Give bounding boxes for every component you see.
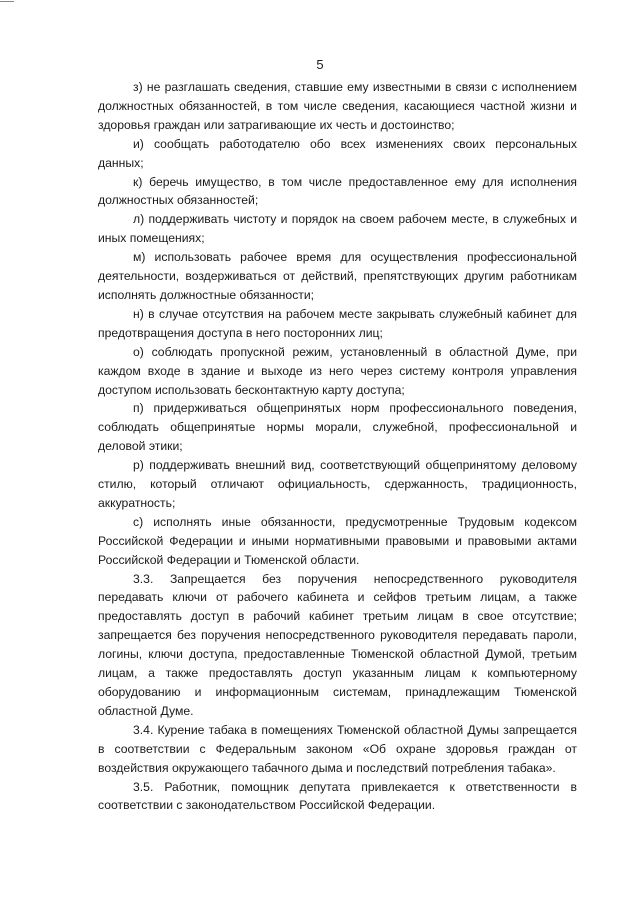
paragraph-m: м) использовать рабочее время для осуществления профессиональной деятельности, воздерживаться от действий, препятствующих другим работникам исполнять должностные обязанности; xyxy=(98,250,577,302)
document-body xyxy=(98,78,577,815)
paragraph-p: п) придерживаться общепринятых норм профессионального поведения, соблюдать общепринятые нормы морали, служебной, профессиональной и деловой этики; xyxy=(98,401,577,454)
paragraph-s: с) исполнять иные обязанности, предусмотренные Трудовым кодексом Российской Федерации и иными нормативными правовыми и правовыми актами Российской Федерации и Тюменской области. xyxy=(98,514,577,567)
paragraph-k: к) беречь имущество, в том числе предоставленное ему для исполнения должностных обязанностей; xyxy=(98,174,577,208)
paragraph-z: з) не разглашать сведения, ставшие ему известными в связи с исполнением должностных обязанностей, в том числе сведения, касающиеся частной жизни и здоровья граждан или затрагивающие их честь и достоинство; xyxy=(98,80,577,132)
paragraph-3-3: 3.3. Запрещается без поручения непосредственного руководителя передавать ключи от рабочего кабинета и сейфов третьим лицам, а также предоставлять доступ в рабочий кабинет третьим лицам в свое отсутствие; запрещается без поручения непосредственного руководителя передавать пароли, логины, ключи доступа, предоставленные Тюменской областной Думой, третьим лицам, а также предоставлять доступ указанным лицам к компьютерному оборудованию и информационным системам, принадлежащим Тюменской областной Думе. xyxy=(98,571,577,718)
paragraph-n: н) в случае отсутствия на рабочем месте закрывать служебный кабинет для предотвращения доступа в него посторонних лиц; xyxy=(98,306,577,340)
paragraph-3-4: 3.4. Курение табака в помещениях Тюменской областной Думы запрещается в соответствии с Федеральным законом «Об охране здоровья граждан от воздействия окружающего табачного дыма и последствий потребления табака». xyxy=(98,722,577,775)
page-number: 5 xyxy=(316,57,324,72)
scan-mark xyxy=(0,0,14,3)
paragraph-3-5: 3.5. Работник, помощник депутата привлекается к ответственности в соответствии с законодательством Российской Федерации. xyxy=(98,779,577,813)
paragraph-i: и) сообщать работодателю обо всех изменениях своих персональных данных; xyxy=(98,136,577,170)
paragraph-o: о) соблюдать пропускной режим, установленный в областной Думе, при каждом входе в здание и выходе из него через систему контроля управления доступом использовать бесконтактную карту доступа; xyxy=(98,344,577,397)
paragraph-r: р) поддерживать внешний вид, соответствующий общепринятому деловому стилю, который отличают официальность, сдержанность, традиционность, аккуратность; xyxy=(98,458,577,510)
paragraph-l: л) поддерживать чистоту и порядок на своем рабочем месте, в служебных и иных помещениях; xyxy=(98,212,577,246)
